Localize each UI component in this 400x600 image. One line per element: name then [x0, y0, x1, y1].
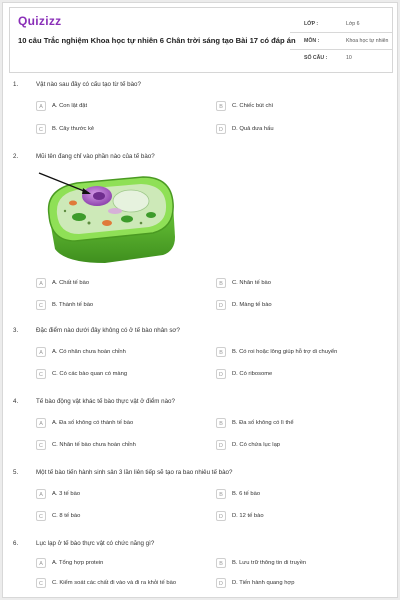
meta-row-subject	[290, 33, 392, 50]
worksheet-title: 10 câu Trắc nghiệm Khoa học tự nhiên 6 Chân trời sáng tạo Bài 17 có đáp án	[18, 36, 296, 45]
question-number: 6.	[13, 540, 19, 547]
option-text: A. Chất tế bào	[52, 280, 90, 286]
option-letter: A	[36, 418, 46, 428]
option-b[interactable]	[216, 101, 392, 113]
meta-row-count	[290, 50, 392, 66]
option-text: D. Tiến hành quang hợp	[232, 580, 295, 586]
option-letter: A	[36, 347, 46, 357]
option-b[interactable]	[216, 347, 392, 359]
question-item	[13, 540, 389, 598]
question-text: Đặc điểm nào dưới đây không có ở tế bào nhân sơ?	[36, 327, 180, 334]
question-text: Vật nào sau đây có cấu tạo từ tế bào?	[36, 81, 141, 88]
option-b[interactable]	[216, 418, 392, 430]
option-text: C. 8 tế bào	[52, 513, 81, 519]
option-d[interactable]	[216, 300, 392, 312]
option-letter: D	[216, 369, 226, 379]
option-text: C. Có các bào quan có màng	[52, 371, 128, 377]
option-c[interactable]	[36, 511, 212, 523]
option-text: C. Chiếc bút chì	[232, 103, 274, 109]
option-a[interactable]	[36, 418, 212, 430]
option-letter: A	[36, 101, 46, 111]
option-a[interactable]	[36, 347, 212, 359]
question-number: 3.	[13, 327, 19, 334]
option-letter: C	[36, 124, 46, 134]
option-c[interactable]	[36, 578, 212, 590]
option-letter: B	[216, 278, 226, 288]
option-b[interactable]	[216, 558, 392, 570]
question-number: 1.	[13, 81, 19, 88]
meta-value: Khoa học tự nhiên	[346, 38, 389, 44]
option-letter: A	[36, 558, 46, 568]
option-letter: B	[216, 347, 226, 357]
option-letter: D	[216, 440, 226, 450]
option-c[interactable]	[36, 369, 212, 381]
option-a[interactable]	[36, 489, 212, 501]
worksheet-page	[2, 2, 398, 598]
option-text: B. Đa số không có lì thể	[232, 420, 294, 426]
question-text: Tế bào động vật khác tế bào thực vật ở điểm nào?	[36, 398, 175, 405]
option-letter: D	[216, 124, 226, 134]
option-d[interactable]	[216, 369, 392, 381]
option-letter: B	[216, 558, 226, 568]
option-text: D. Có ribosome	[232, 371, 273, 377]
question-item	[13, 153, 389, 327]
option-text: B. Thành tế bào	[52, 302, 94, 308]
option-letter: B	[216, 418, 226, 428]
option-letter: C	[36, 511, 46, 521]
option-text: D. Quả dưa hấu	[232, 126, 274, 132]
meta-value: 10	[346, 55, 352, 61]
option-letter: A	[36, 489, 46, 499]
option-d[interactable]	[216, 511, 392, 523]
option-letter: D	[216, 300, 226, 310]
option-text: B. Lưu trữ thông tin di truyền	[232, 560, 307, 566]
option-letter: C	[36, 440, 46, 450]
option-text: C. Nhân tế bào chưa hoàn chỉnh	[52, 442, 136, 448]
option-text: A. 3 tế bào	[52, 491, 81, 497]
option-letter: B	[216, 101, 226, 111]
option-text: B. Cây thước kẻ	[52, 126, 95, 132]
question-number: 5.	[13, 469, 19, 476]
meta-value: Lớp 6	[346, 21, 360, 27]
meta-label: LỚP :	[304, 21, 319, 27]
option-letter: B	[216, 489, 226, 499]
option-letter: A	[36, 278, 46, 288]
option-letter: C	[36, 369, 46, 379]
question-item	[13, 469, 389, 540]
option-a[interactable]	[36, 101, 212, 113]
option-d[interactable]	[216, 124, 392, 136]
option-d[interactable]	[216, 440, 392, 452]
option-d[interactable]	[216, 578, 392, 590]
option-text: C. Kiểm soát các chất đi vào và đi ra khỏi tế bào	[52, 580, 177, 586]
option-text: C. Nhân tế bào	[232, 280, 271, 286]
option-b[interactable]	[216, 278, 392, 290]
option-text: A. Có nhân chưa hoàn chỉnh	[52, 349, 126, 355]
worksheet-header	[9, 7, 393, 73]
option-text: A. Đa số không có thành tế bào	[52, 420, 134, 426]
option-text: A. Tổng hợp protein	[52, 560, 104, 566]
meta-table	[290, 8, 392, 72]
question-item	[13, 327, 389, 398]
option-letter: C	[36, 300, 46, 310]
option-letter: D	[216, 511, 226, 521]
option-c[interactable]	[36, 440, 212, 452]
option-text: D. 12 tế bào	[232, 513, 264, 519]
question-text: Lục lạp ở tế bào thực vật có chức năng gì?	[36, 540, 155, 547]
question-item	[13, 398, 389, 469]
meta-row-grade	[290, 16, 392, 33]
question-text: Một tế bào tiến hành sinh sản 3 lần liên tiếp sẽ tạo ra bao nhiêu tế bào?	[36, 469, 233, 476]
option-text: B. Có roi hoặc lông giúp hỗ trợ di chuyển	[232, 349, 338, 355]
option-a[interactable]	[36, 558, 212, 570]
plant-cell-illustration	[35, 167, 185, 267]
question-text: Mũi tên đang chỉ vào phần nào của tế bào?	[36, 153, 155, 160]
question-number: 2.	[13, 153, 19, 160]
option-text: A. Con lật đật	[52, 103, 88, 109]
option-c[interactable]	[36, 300, 212, 312]
meta-label: MÔN :	[304, 38, 320, 44]
question-item	[13, 81, 389, 153]
question-number: 4.	[13, 398, 19, 405]
meta-label: SỐ CÂU :	[304, 55, 328, 61]
option-a[interactable]	[36, 278, 212, 290]
option-text: D. Màng tế bào	[232, 302, 272, 308]
option-letter: C	[36, 578, 46, 588]
question-list	[3, 81, 398, 598]
option-b[interactable]	[216, 489, 392, 501]
option-letter: D	[216, 578, 226, 588]
option-text: D. Có chứa lục lạp	[232, 442, 281, 448]
quizizz-logo: Quizizz	[18, 14, 62, 28]
option-text: B. 6 tế bào	[232, 491, 261, 497]
option-c[interactable]	[36, 124, 212, 136]
